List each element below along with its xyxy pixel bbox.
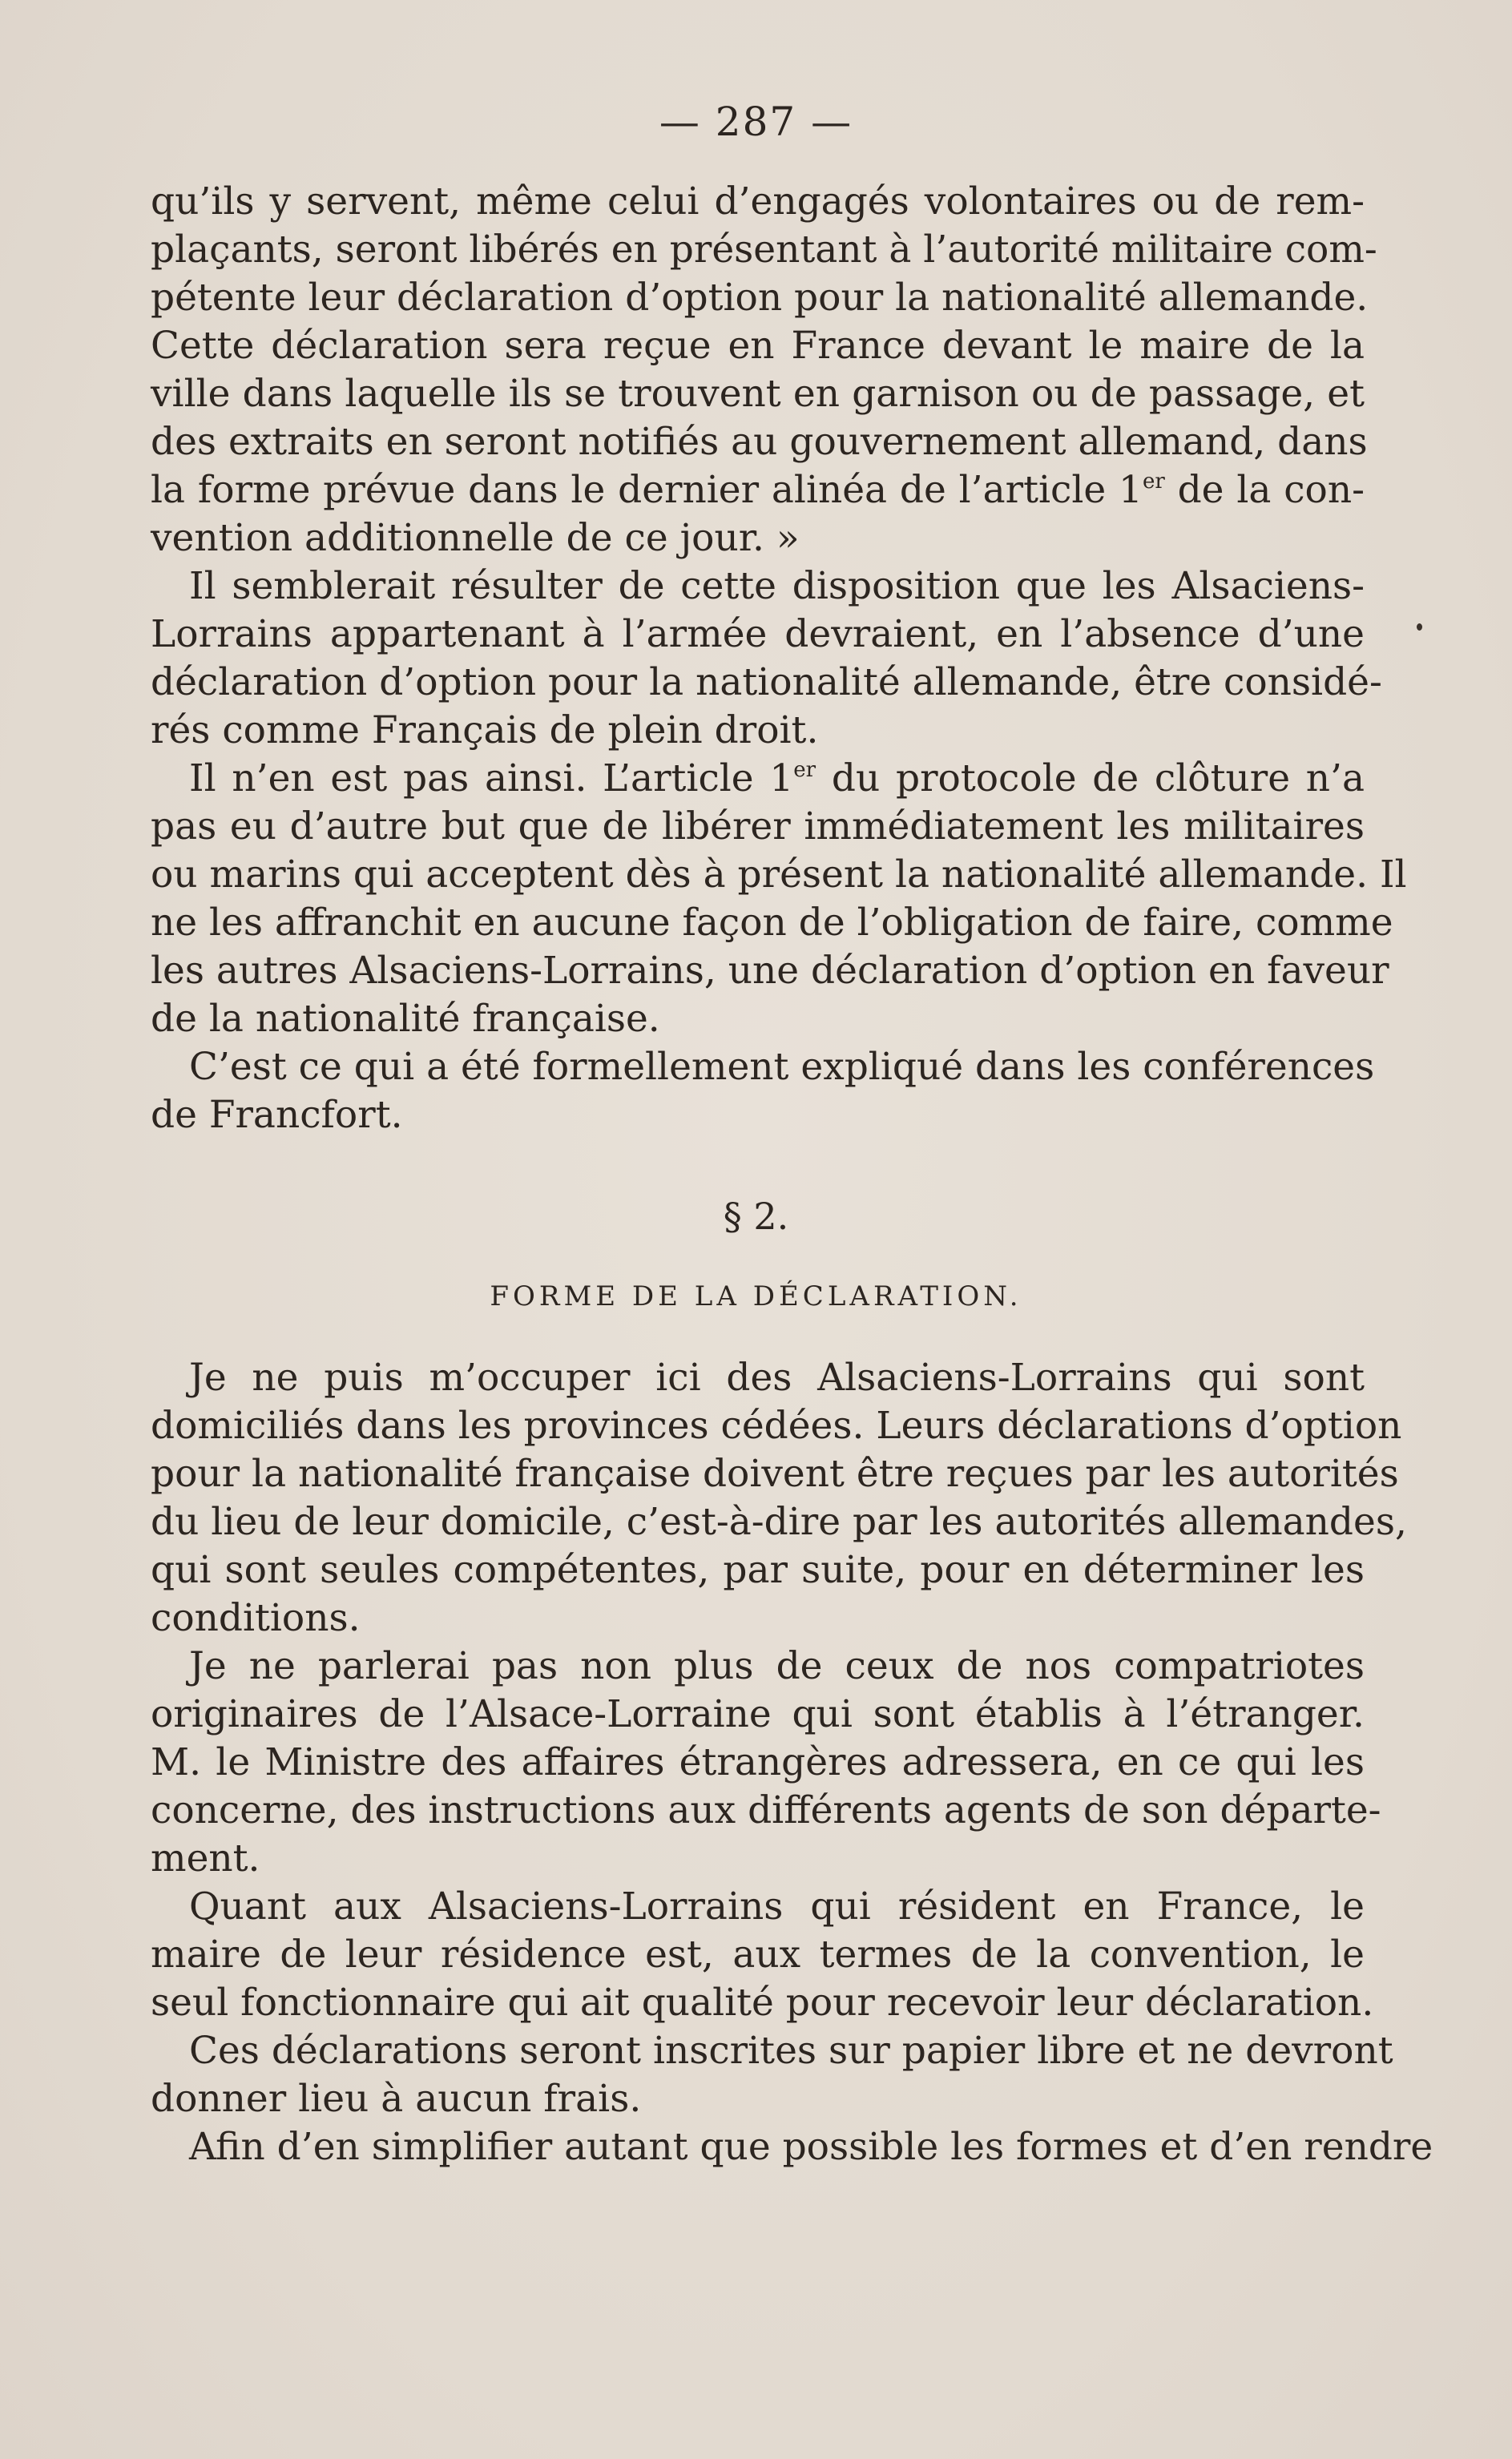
text-block-bottom [151,1354,1433,2171]
text-line: ou marins qui acceptent dès à présent la nationalité allemande. Il [151,853,1407,897]
text-line: Lorrains appartenant à l’armée devraient, en l’absence d’une [151,612,1365,656]
text-line: Cette déclaration sera reçue en France devant le maire de la [151,324,1365,368]
text-line: de la nationalité française. [151,997,660,1041]
text-fragment: du protocole de clôture n’a [816,756,1365,800]
superscript: er [793,758,816,782]
text-line: ne les affranchit en aucune façon de l’obligation de faire, comme [151,901,1393,945]
text-line: Je ne puis m’occuper ici des Alsaciens-Lorrains qui sont [189,1356,1365,1400]
text-line: C’est ce qui a été formellement expliqué dans les conférences [189,1045,1375,1089]
text-line: maire de leur résidence est, aux termes de la convention, le [151,1933,1365,1977]
text-line: qui sont seules compétentes, par suite, pour en déterminer les [151,1548,1365,1592]
text-line: Je ne parlerai pas non plus de ceux de nos compatriotes [189,1644,1365,1688]
paragraph-1 [151,178,1377,562]
text-line: Quant aux Alsaciens-Lorrains qui résident en France, le [189,1885,1365,1929]
ink-speck [1417,623,1422,631]
text-block-top [151,178,1407,1139]
text-fragment: de la con- [1164,468,1365,512]
text-line: originaires de l’Alsace-Lorraine qui sont établis à l’étranger. [151,1692,1365,1736]
paragraph-5 [151,1354,1407,1643]
paragraph-4 [151,1043,1375,1139]
paragraph-7 [151,1883,1374,2027]
text-line: pétente leur déclaration d’option pour la nationalité allemande. [151,276,1369,320]
paragraph-9 [151,2123,1433,2171]
text-line: domiciliés dans les provinces cédées. Leurs déclarations d’option [151,1404,1402,1448]
text-line: Ces déclarations seront inscrites sur papier libre et ne devront [189,2029,1393,2073]
text-fragment: la forme prévue dans le dernier alinéa de l’article 1 [151,468,1143,512]
text-line: ville dans laquelle ils se trouvent en garnison ou de passage, et [151,372,1365,416]
text-line: plaçants, seront libérés en présentant à l’autorité militaire com- [151,228,1377,272]
text-fragment: Il n’en est pas ainsi. L’article 1 [189,756,794,800]
text-line: déclaration d’option pour la nationalité allemande, être considé- [151,660,1382,704]
text-line: pour la nationalité française doivent être reçues par les autorités [151,1452,1399,1496]
paragraph-8 [151,2027,1393,2123]
text-line: conditions. [151,1596,361,1640]
section-number: § 2. [723,1195,789,1238]
paragraph-2 [151,562,1382,755]
page-number: — 287 — [659,99,853,145]
paragraph-3 [151,755,1407,1043]
text-line: Afin d’en simplifier autant que possible les formes et d’en rendre [189,2125,1433,2169]
text-line: rés comme Français de plein droit. [151,708,819,752]
text-line: vention additionnelle de ce jour. » [151,516,800,560]
text-line: Il semblerait résulter de cette disposition que les Alsaciens- [189,564,1365,608]
text-line: concerne, des instructions aux différents agents de son départe- [151,1788,1381,1832]
superscript: er [1142,470,1165,494]
text-line: M. le Ministre des affaires étrangères adressera, en ce qui les [151,1740,1365,1784]
text-line: donner lieu à aucun frais. [151,2077,642,2121]
text-line: de Francfort. [151,1093,403,1137]
text-line: seul fonctionnaire qui ait qualité pour recevoir leur déclaration. [151,1981,1374,2025]
text-line [151,755,1365,803]
paragraph-6 [151,1643,1381,1883]
text-line: du lieu de leur domicile, c’est-à-dire par les autorités allemandes, [151,1500,1407,1544]
text-line: pas eu d’autre but que de libérer immédiatement les militaires [151,804,1365,849]
text-line: qu’ils y servent, même celui d’engagés volontaires ou de rem- [151,179,1365,224]
section-heading: FORME DE LA DÉCLARATION. [490,1280,1022,1312]
text-line: les autres Alsaciens-Lorrains, une déclaration d’option en faveur [151,949,1389,993]
text-line: ment. [151,1836,260,1881]
text-line: des extraits en seront notifiés au gouvernement allemand, dans [151,420,1368,464]
text-line [151,466,1365,514]
